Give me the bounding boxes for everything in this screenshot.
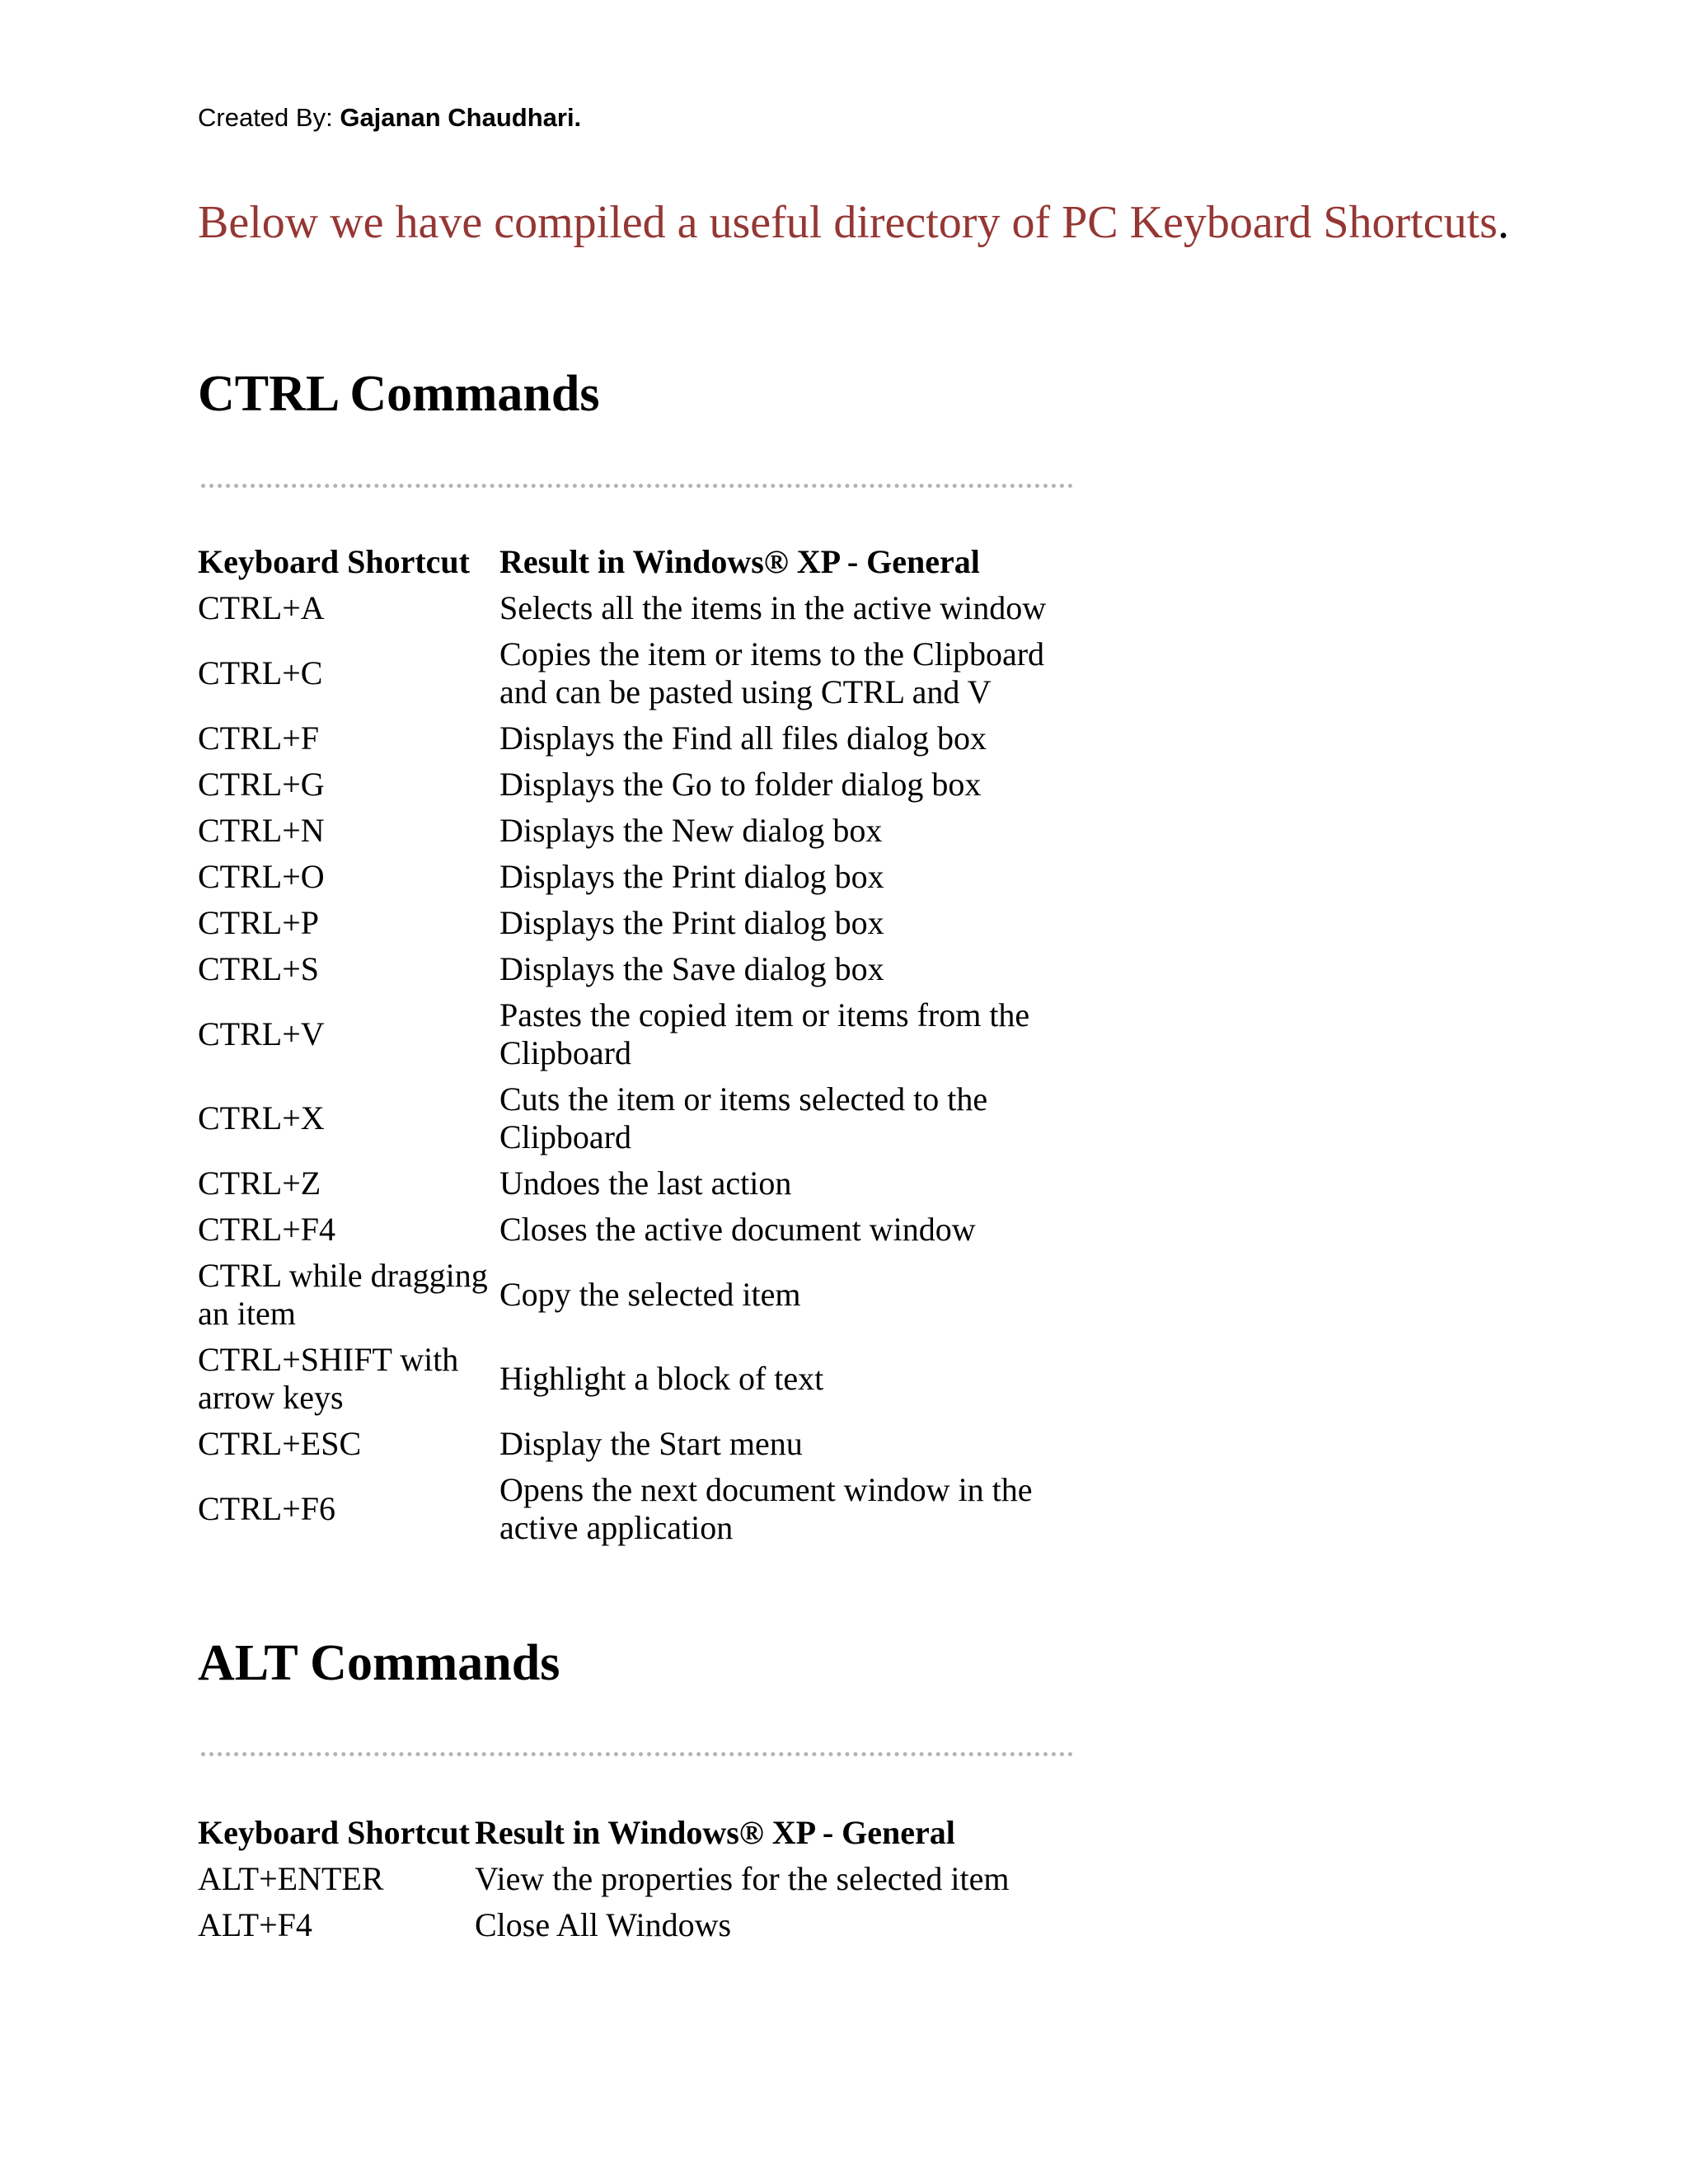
shortcut-key-cell: ALT+F4 [198,1906,312,1943]
alt-section-title: ALT Commands [198,1635,560,1691]
shortcut-key-cell: CTRL+F6 [198,1490,336,1527]
table-row [198,808,1080,854]
table-row [198,946,1080,992]
shortcut-key-cell: CTRL+SHIFT with arrow keys [198,1341,459,1416]
table-row [198,1856,1080,1902]
alt-table-body [198,1856,1080,1948]
shortcut-key-cell: CTRL+O [198,858,325,895]
shortcut-result-cell: Displays the Print dialog box [499,858,884,895]
shortcut-key-cell: CTRL+F4 [198,1211,336,1248]
shortcut-key-cell: CTRL+N [198,812,325,849]
table-row [198,1467,1080,1551]
shortcut-key-cell: CTRL+V [198,1015,325,1052]
table-header-row [198,1810,1080,1856]
shortcut-result-cell: Highlight a block of text [499,1360,824,1397]
table-row [198,900,1080,946]
shortcut-key-cell: CTRL+ESC [198,1425,362,1462]
table-row [198,631,1080,715]
table-row [198,1160,1080,1207]
shortcut-key-cell: CTRL+C [198,654,323,691]
table-row [198,715,1080,762]
header-keyboard-shortcut: Keyboard Shortcut [198,1814,470,1851]
shortcut-result-cell: Selects all the items in the active window [499,589,1047,626]
author-line [198,97,581,138]
alt-commands-table [198,1810,1080,1948]
shortcut-result-cell: Displays the Find all files dialog box [499,719,987,757]
shortcut-result-cell: Opens the next document window in the active application [499,1471,1033,1546]
ctrl-commands-table [198,539,1080,1551]
shortcut-key-cell: CTRL+S [198,950,320,987]
shortcut-result-cell: Displays the Go to folder dialog box [499,766,982,803]
shortcut-key-cell: CTRL while dragging an item [198,1257,488,1332]
shortcut-result-cell: Display the Start menu [499,1425,803,1462]
table-row [198,1207,1080,1253]
shortcut-key-cell: ALT+ENTER [198,1860,384,1897]
author-name: Gajanan Chaudhari. [340,103,582,132]
shortcut-result-cell: Pastes the copied item or items from the Clipboard [499,996,1030,1071]
shortcut-key-cell: CTRL+Z [198,1165,321,1202]
shortcut-result-cell: Close All Windows [475,1906,732,1943]
table-row [198,762,1080,808]
alt-section-divider [201,1752,1073,1756]
shortcut-key-cell: CTRL+A [198,589,325,626]
shortcut-result-cell: Closes the active document window [499,1211,976,1248]
table-header-row [198,539,1080,585]
shortcut-result-cell: Displays the Print dialog box [499,904,884,941]
shortcut-key-cell: CTRL+P [198,904,320,941]
table-row [198,1076,1080,1160]
shortcut-key-cell: CTRL+F [198,719,320,757]
intro-period: . [1497,197,1509,248]
header-result: Result in Windows® XP - General [499,543,980,580]
shortcut-result-cell: Displays the New dialog box [499,812,883,849]
shortcut-result-cell: View the properties for the selected item [475,1860,1010,1897]
table-row [198,1337,1080,1421]
shortcut-result-cell: Copies the item or items to the Clipboard and can be pasted using CTRL and V [499,635,1045,710]
shortcut-result-cell: Undoes the last action [499,1165,792,1202]
shortcut-key-cell: CTRL+X [198,1099,325,1137]
table-row [198,854,1080,900]
created-by-label: Created By: [198,103,333,132]
table-row [198,992,1080,1076]
shortcut-key-cell: CTRL+G [198,766,325,803]
intro-sentence [198,194,1509,251]
header-keyboard-shortcut: Keyboard Shortcut [198,543,470,580]
ctrl-section-title: CTRL Commands [198,366,600,422]
table-row [198,1902,1080,1948]
shortcut-result-cell: Cuts the item or items selected to the Clipboard [499,1080,988,1155]
shortcut-result-cell: Displays the Save dialog box [499,950,884,987]
header-result: Result in Windows® XP - General [475,1814,955,1851]
ctrl-section-divider [201,484,1073,488]
table-row [198,1253,1080,1337]
table-row [198,1421,1080,1467]
intro-text: Below we have compiled a useful directory of PC Keyboard Shortcuts [198,197,1498,248]
shortcut-result-cell: Copy the selected item [499,1276,801,1313]
table-row [198,585,1080,631]
ctrl-table-body [198,585,1080,1551]
